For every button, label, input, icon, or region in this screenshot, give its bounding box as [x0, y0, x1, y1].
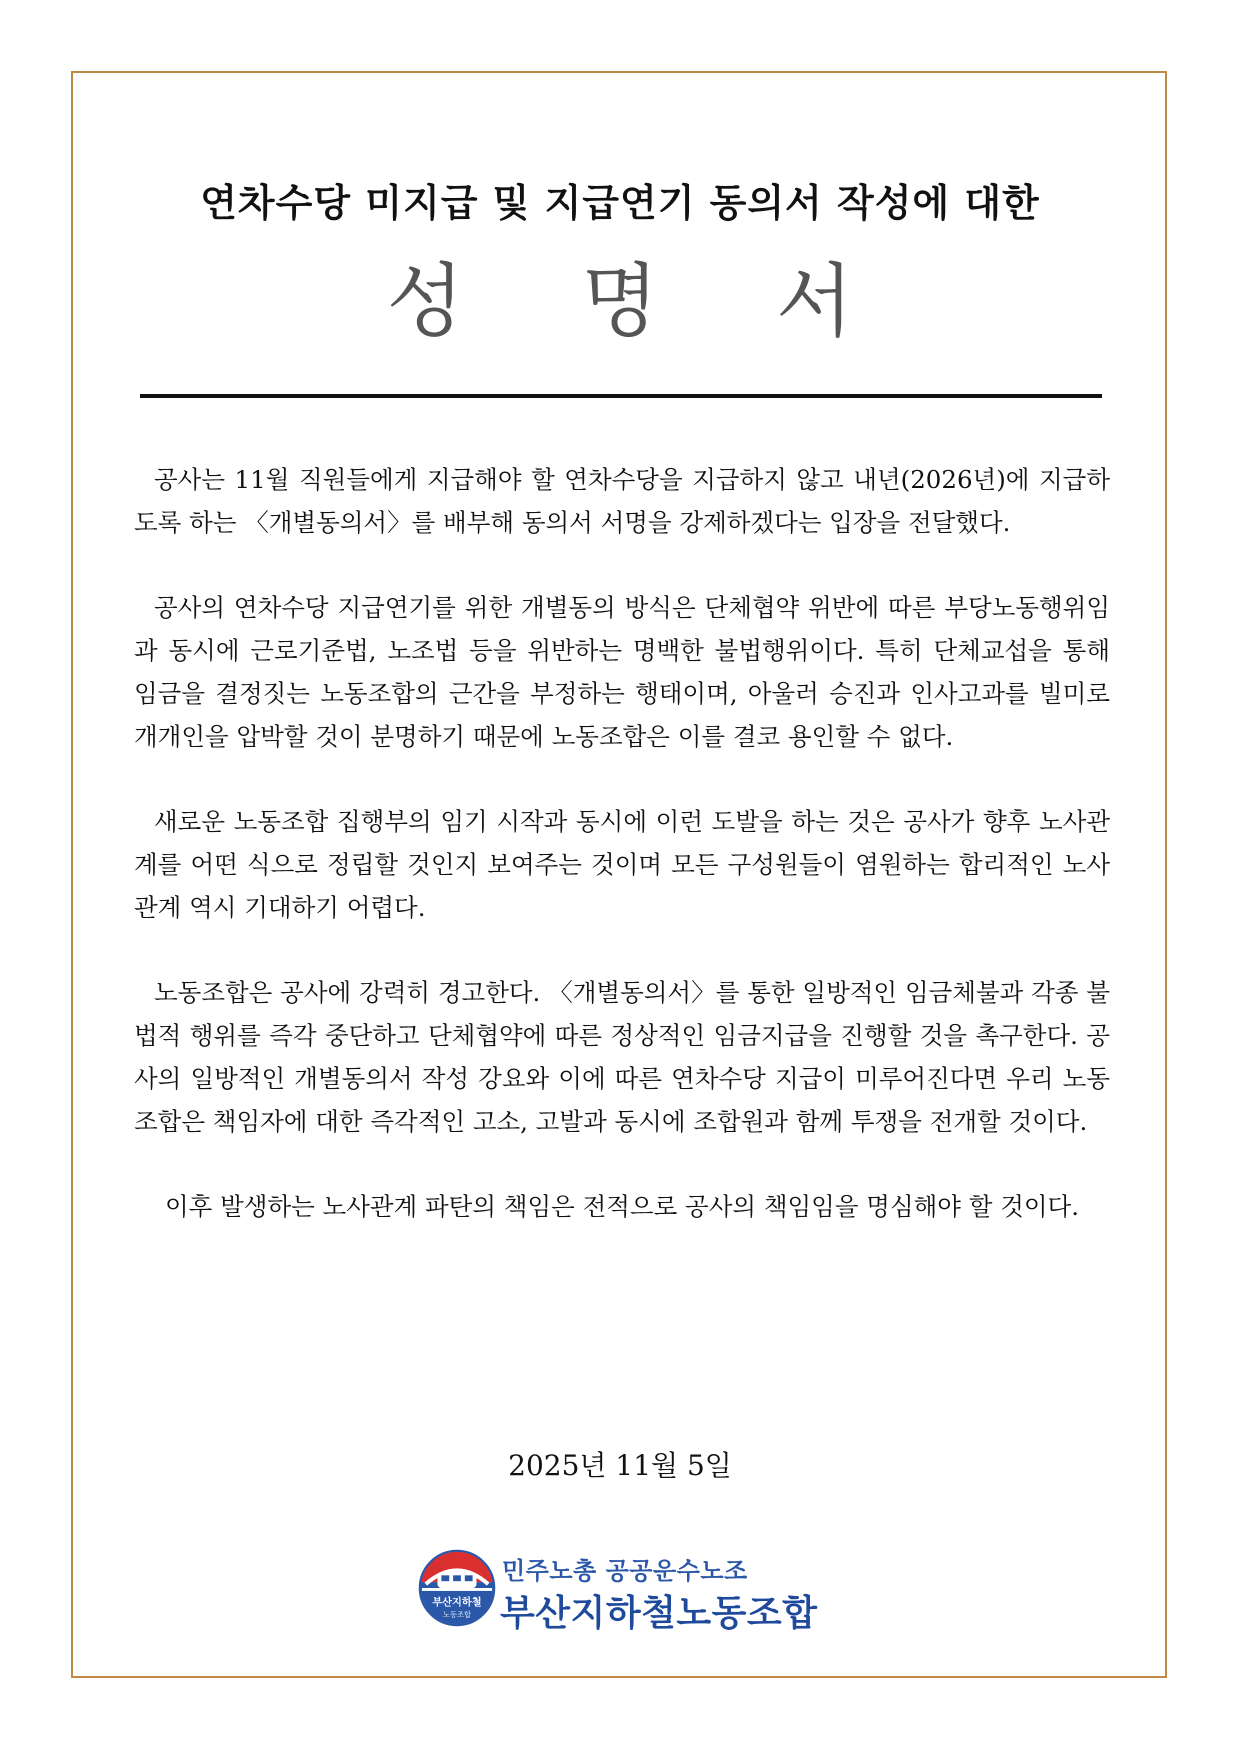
emblem-text-bottom: 노동조합	[442, 1610, 472, 1620]
emblem-text-top: 부산지하철	[432, 1597, 482, 1609]
document-subtitle: 연차수당 미지급 및 지급연기 동의서 작성에 대한	[200, 181, 1040, 225]
logo-federation-name: 민주노총 공공운수노조	[502, 1557, 748, 1585]
union-logo	[418, 1547, 838, 1633]
subway-union-emblem-icon	[418, 1549, 496, 1627]
body-paragraph: 공사의 연차수당 지급연기를 위한 개별동의 방식은 단체협약 위반에 따른 부당노동행위임과 동시에 근로기준법, 노조법 등을 위반하는 명백한 불법행위이다. 특히 단체교섭을 통해 임금을 결정짓는 노동조합의 근간을 부정하는 행태이며, 아울러 승진과 인사고과를 빌미로 개개인을 압박할 것이 분명하기 때문에 노동조합은 이를 결코 용인할 수 없다.	[134, 593, 1110, 751]
body-paragraph: 노동조합은 공사에 강력히 경고한다. 〈개별동의서〉를 통한 일방적인 임금체불과 각종 불법적 행위를 즉각 중단하고 단체협약에 따른 정상적인 임금지급을 진행할 것을 촉구한다. 공사의 일방적인 개별동의서 작성 강요와 이에 따른 연차수당 지급이 미루어진다면 우리 노동조합은 책임자에 대한 즉각적인 고소, 고발과 동시에 조합원과 함께 투쟁을 전개할 것이다.	[134, 978, 1110, 1136]
body-paragraph: 새로운 노동조합 집행부의 임기 시작과 동시에 이런 도발을 하는 것은 공사가 향후 노사관계를 어떤 식으로 정립할 것인지 보여주는 것이며 모든 구성원들이 염원하는 합리적인 노사관계 역시 기대하기 어렵다.	[134, 807, 1110, 922]
title-divider	[140, 394, 1102, 398]
statement-body	[134, 458, 1110, 1228]
body-paragraph: 공사는 11월 직원들에게 지급해야 할 연차수당을 지급하지 않고 내년(2026년)에 지급하도록 하는 〈개별동의서〉를 배부해 동의서 서명을 강제하겠다는 입장을 전달했다.	[134, 465, 1110, 537]
logo-union-name: 부산지하철노동조합	[500, 1593, 818, 1634]
document-date: 2025년 11월 5일	[508, 1449, 732, 1482]
closing-paragraph: 이후 발생하는 노사관계 파탄의 책임은 전적으로 공사의 책임임을 명심해야 할 것이다.	[164, 1192, 1079, 1221]
document-title: 성 명 서	[386, 255, 900, 348]
